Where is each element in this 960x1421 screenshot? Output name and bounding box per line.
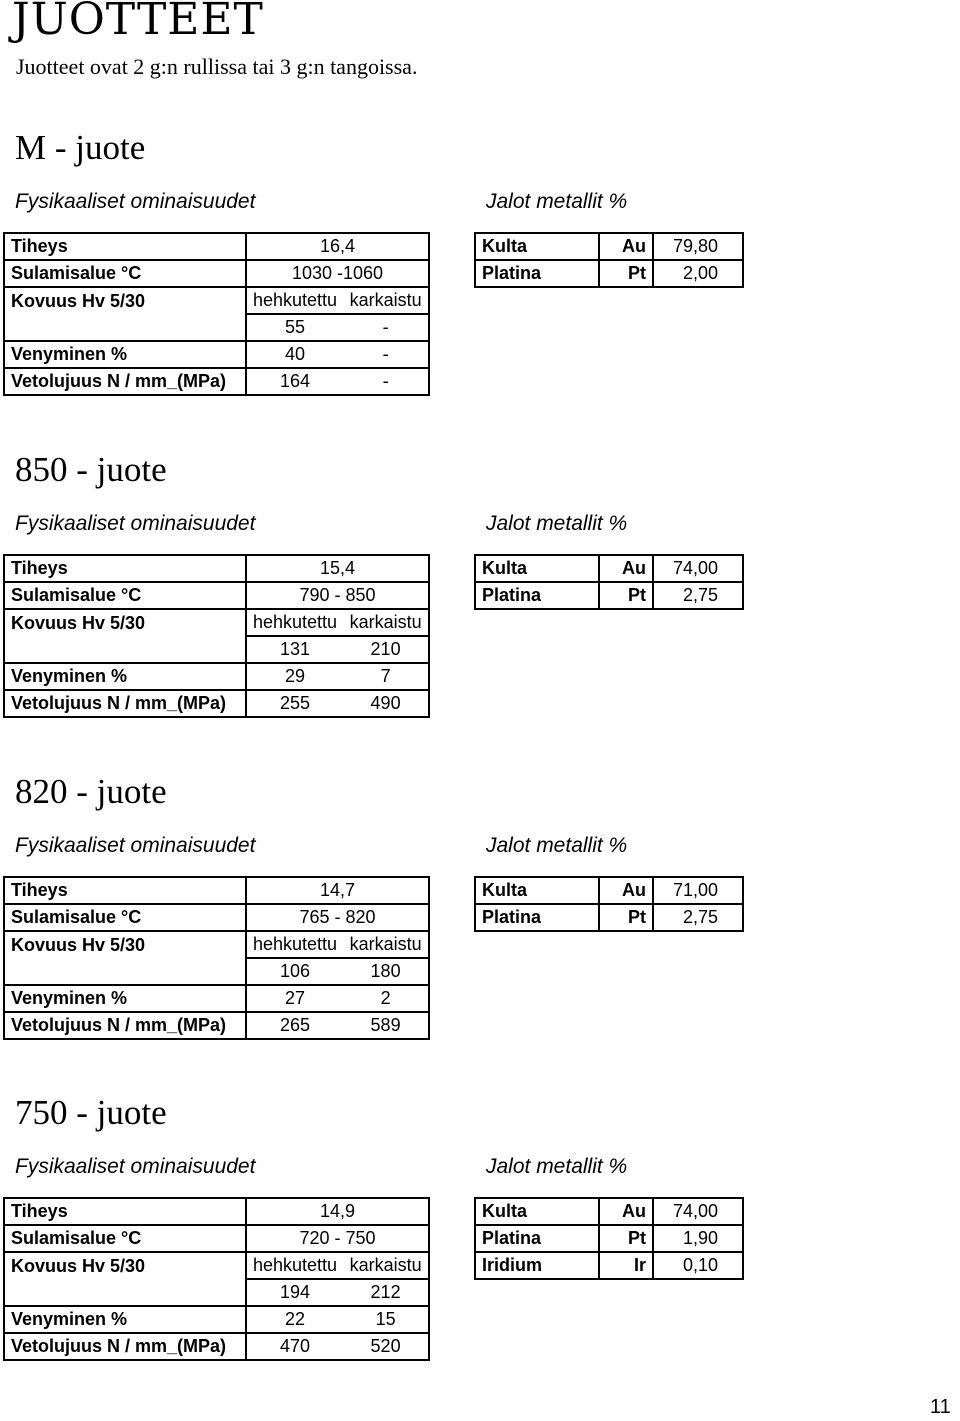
metal-percent: 2,75	[653, 582, 743, 609]
table-cell: -	[343, 341, 429, 368]
section-title: M - juote	[15, 128, 146, 167]
row-label: Tiheys	[4, 555, 246, 582]
metals-heading: Jalot metallit %	[486, 512, 628, 535]
table-row	[4, 663, 429, 690]
metal-symbol: Au	[599, 233, 653, 260]
table-row	[4, 609, 429, 636]
table-cell: 790 - 850	[246, 582, 429, 609]
row-label: Venyminen %	[4, 341, 246, 368]
table-cell: 589	[343, 1012, 429, 1039]
row-label: Tiheys	[4, 1198, 246, 1225]
table-cell: hehkutettu	[246, 609, 343, 636]
table-row	[4, 958, 429, 985]
metal-percent: 2,75	[653, 904, 743, 931]
solder-section-820	[0, 772, 960, 1092]
table-cell: 14,7	[246, 877, 429, 904]
table-row	[475, 877, 743, 904]
metal-percent: 74,00	[653, 1198, 743, 1225]
table-cell: karkaistu	[343, 609, 429, 636]
metal-symbol: Pt	[599, 1225, 653, 1252]
table-row	[4, 582, 429, 609]
table-row	[4, 287, 429, 314]
row-label: Venyminen %	[4, 663, 246, 690]
props-heading: Fysikaaliset ominaisuudet	[15, 1155, 256, 1178]
metal-percent: 1,90	[653, 1225, 743, 1252]
row-label: Venyminen %	[4, 1306, 246, 1333]
metal-name: Kulta	[475, 233, 599, 260]
props-heading: Fysikaaliset ominaisuudet	[15, 190, 256, 213]
metal-name: Kulta	[475, 1198, 599, 1225]
table-cell: 210	[343, 636, 429, 663]
row-label: Tiheys	[4, 877, 246, 904]
metal-symbol: Pt	[599, 582, 653, 609]
table-cell: -	[343, 368, 429, 395]
row-label: Sulamisalue °C	[4, 1225, 246, 1252]
table-row	[475, 555, 743, 582]
table-row	[4, 690, 429, 717]
table-row	[475, 1198, 743, 1225]
table-cell: 212	[343, 1279, 429, 1306]
metals-heading: Jalot metallit %	[486, 1155, 628, 1178]
table-row	[4, 1333, 429, 1360]
table-row	[4, 931, 429, 958]
solder-section-750	[0, 1093, 960, 1413]
table-cell: 1030 -1060	[246, 260, 429, 287]
metal-percent: 79,80	[653, 233, 743, 260]
row-label	[4, 1279, 246, 1306]
row-label: Vetolujuus N / mm_(MPa)	[4, 368, 246, 395]
row-label: Vetolujuus N / mm_(MPa)	[4, 1333, 246, 1360]
table-row	[4, 1306, 429, 1333]
table-row	[475, 1252, 743, 1279]
row-label: Vetolujuus N / mm_(MPa)	[4, 1012, 246, 1039]
table-cell: 27	[246, 985, 343, 1012]
metal-symbol: Au	[599, 555, 653, 582]
table-row	[4, 368, 429, 395]
table-row	[4, 1012, 429, 1039]
page-subtitle: Juotteet ovat 2 g:n rullissa tai 3 g:n tangoissa.	[16, 54, 418, 79]
section-title: 820 - juote	[15, 772, 167, 811]
table-row	[475, 1225, 743, 1252]
metals-heading: Jalot metallit %	[486, 190, 628, 213]
props-heading: Fysikaaliset ominaisuudet	[15, 512, 256, 535]
table-cell: 194	[246, 1279, 343, 1306]
metals-table	[474, 554, 744, 610]
table-cell: hehkutettu	[246, 1252, 343, 1279]
properties-table	[3, 1197, 430, 1361]
section-title: 750 - juote	[15, 1093, 167, 1132]
table-cell: 14,9	[246, 1198, 429, 1225]
table-row	[4, 904, 429, 931]
table-cell: -	[343, 314, 429, 341]
metal-name: Kulta	[475, 555, 599, 582]
metals-heading: Jalot metallit %	[486, 834, 628, 857]
table-cell: 164	[246, 368, 343, 395]
table-cell: 720 - 750	[246, 1225, 429, 1252]
properties-table	[3, 554, 430, 718]
props-heading: Fysikaaliset ominaisuudet	[15, 834, 256, 857]
table-cell: 29	[246, 663, 343, 690]
row-label: Sulamisalue °C	[4, 904, 246, 931]
metal-percent: 71,00	[653, 877, 743, 904]
table-row	[4, 1198, 429, 1225]
row-label: Kovuus Hv 5/30	[4, 609, 246, 636]
row-label	[4, 314, 246, 341]
table-cell: 40	[246, 341, 343, 368]
metals-table	[474, 232, 744, 288]
table-cell: 15	[343, 1306, 429, 1333]
metal-symbol: Au	[599, 1198, 653, 1225]
table-cell: 2	[343, 985, 429, 1012]
table-row	[4, 1279, 429, 1306]
metal-name: Platina	[475, 904, 599, 931]
row-label	[4, 636, 246, 663]
row-label: Venyminen %	[4, 985, 246, 1012]
metal-symbol: Ir	[599, 1252, 653, 1279]
table-row	[4, 985, 429, 1012]
table-cell: karkaistu	[343, 931, 429, 958]
row-label: Kovuus Hv 5/30	[4, 1252, 246, 1279]
table-cell: 470	[246, 1333, 343, 1360]
metal-name: Iridium	[475, 1252, 599, 1279]
table-cell: 55	[246, 314, 343, 341]
table-row	[4, 877, 429, 904]
table-cell: hehkutettu	[246, 287, 343, 314]
row-label: Sulamisalue °C	[4, 582, 246, 609]
row-label: Kovuus Hv 5/30	[4, 287, 246, 314]
table-cell: 131	[246, 636, 343, 663]
table-row	[4, 314, 429, 341]
table-row	[4, 636, 429, 663]
table-cell: 15,4	[246, 555, 429, 582]
table-cell: 22	[246, 1306, 343, 1333]
table-cell: 106	[246, 958, 343, 985]
table-cell: 765 - 820	[246, 904, 429, 931]
table-cell: karkaistu	[343, 287, 429, 314]
page-number: 11	[930, 1396, 951, 1418]
properties-table	[3, 232, 430, 396]
metal-symbol: Au	[599, 877, 653, 904]
metal-symbol: Pt	[599, 260, 653, 287]
metal-name: Platina	[475, 582, 599, 609]
table-row	[4, 555, 429, 582]
row-label: Kovuus Hv 5/30	[4, 931, 246, 958]
solder-section-850	[0, 450, 960, 770]
row-label: Tiheys	[4, 233, 246, 260]
table-cell: karkaistu	[343, 1252, 429, 1279]
row-label	[4, 958, 246, 985]
properties-table	[3, 876, 430, 1040]
metal-name: Kulta	[475, 877, 599, 904]
table-row	[475, 260, 743, 287]
solder-section-m	[0, 128, 960, 448]
section-title: 850 - juote	[15, 450, 167, 489]
metal-symbol: Pt	[599, 904, 653, 931]
metals-table	[474, 876, 744, 932]
table-row	[4, 1252, 429, 1279]
table-row	[4, 1225, 429, 1252]
table-row	[475, 233, 743, 260]
metal-name: Platina	[475, 260, 599, 287]
page-title: JUOTTEET	[12, 0, 264, 45]
metal-name: Platina	[475, 1225, 599, 1252]
metal-percent: 74,00	[653, 555, 743, 582]
table-row	[4, 233, 429, 260]
metal-percent: 2,00	[653, 260, 743, 287]
table-cell: 255	[246, 690, 343, 717]
metal-percent: 0,10	[653, 1252, 743, 1279]
table-row	[475, 582, 743, 609]
metals-table	[474, 1197, 744, 1280]
table-row	[475, 904, 743, 931]
row-label: Vetolujuus N / mm_(MPa)	[4, 690, 246, 717]
table-cell: 520	[343, 1333, 429, 1360]
row-label: Sulamisalue °C	[4, 260, 246, 287]
table-cell: 265	[246, 1012, 343, 1039]
table-cell: 180	[343, 958, 429, 985]
table-row	[4, 260, 429, 287]
table-cell: 490	[343, 690, 429, 717]
table-cell: 7	[343, 663, 429, 690]
table-cell: 16,4	[246, 233, 429, 260]
table-cell: hehkutettu	[246, 931, 343, 958]
table-row	[4, 341, 429, 368]
